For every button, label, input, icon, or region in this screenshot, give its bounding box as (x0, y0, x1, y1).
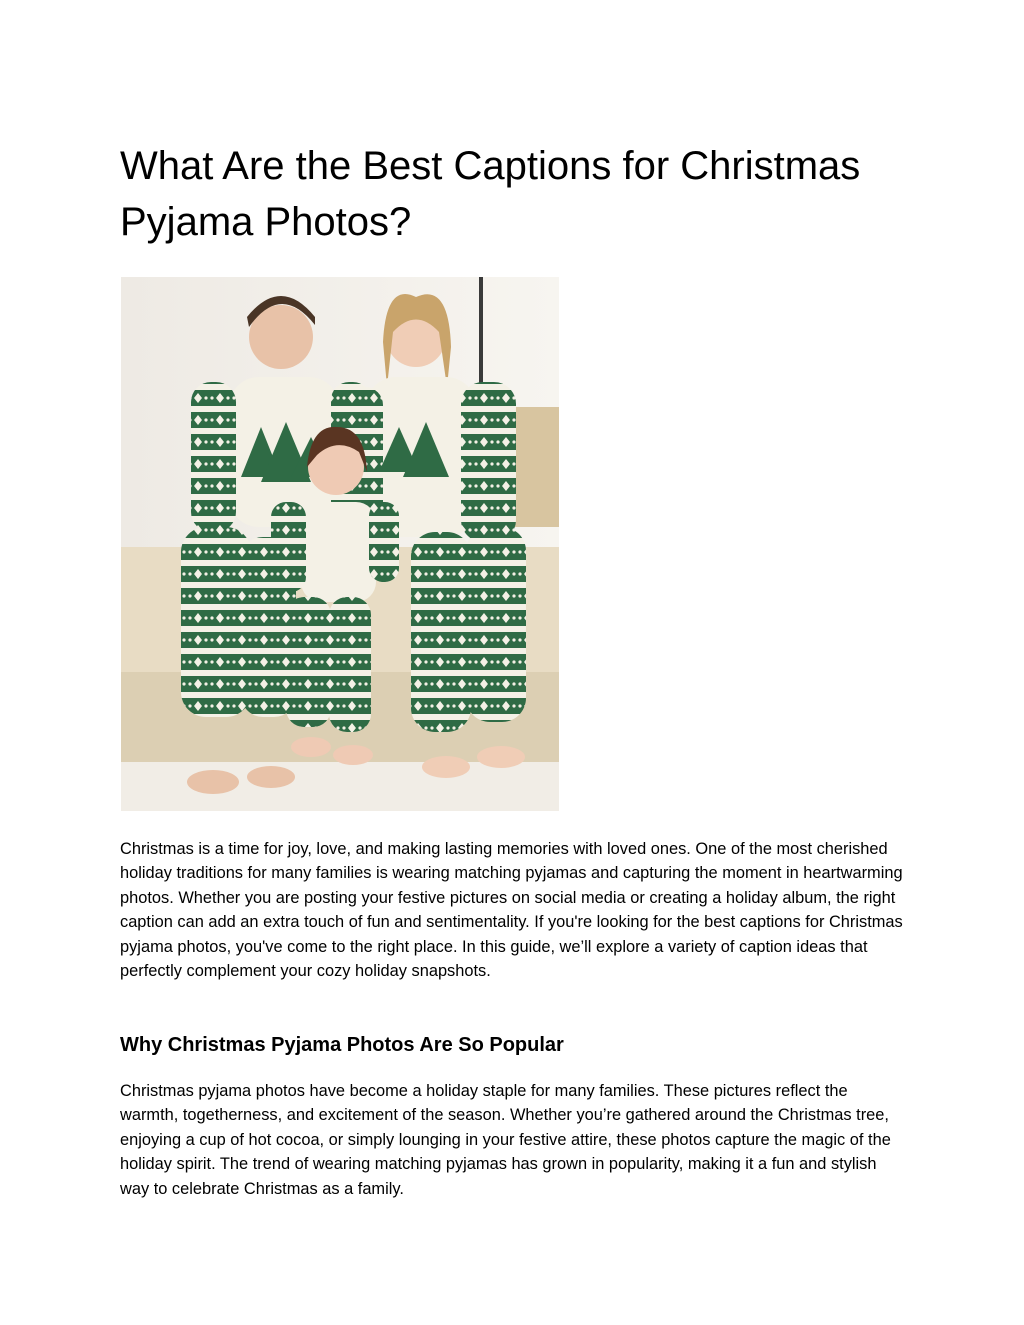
intro-paragraph: Christmas is a time for joy, love, and making lasting memories with loved ones. One of the most cherished holiday traditions for many families is wearing matching pyjamas and capturing the moment in heartwarming photos. Whether you are posting your festive pictures on social media or creating a holiday album, the right caption can add an extra touch of fun and sentimentality. If you're looking for the best captions for Christmas pyjama photos, you've come to the right place. In this guide, we’ll explore a variety of caption ideas that perfectly complement your cozy holiday snapshots. (120, 840, 903, 981)
section-paragraph: Christmas pyjama photos have become a holiday staple for many families. These pictures reflect the warmth, togetherness, and excitement of the season. Whether you’re gathered around the Christmas tree, enjoying a cup of hot cocoa, or simply lounging in your festive attire, these photos capture the magic of the holiday spirit. The trend of wearing matching pyjamas has grown in popularity, making it a fun and stylish way to celebrate Christmas as a family. (120, 1082, 891, 1198)
page-title: What Are the Best Captions for Christmas Pyjama Photos? (120, 144, 861, 244)
photo-illustration (121, 277, 559, 811)
family-pyjama-photo (121, 277, 559, 811)
section-heading: Why Christmas Pyjama Photos Are So Popular (120, 1034, 564, 1056)
